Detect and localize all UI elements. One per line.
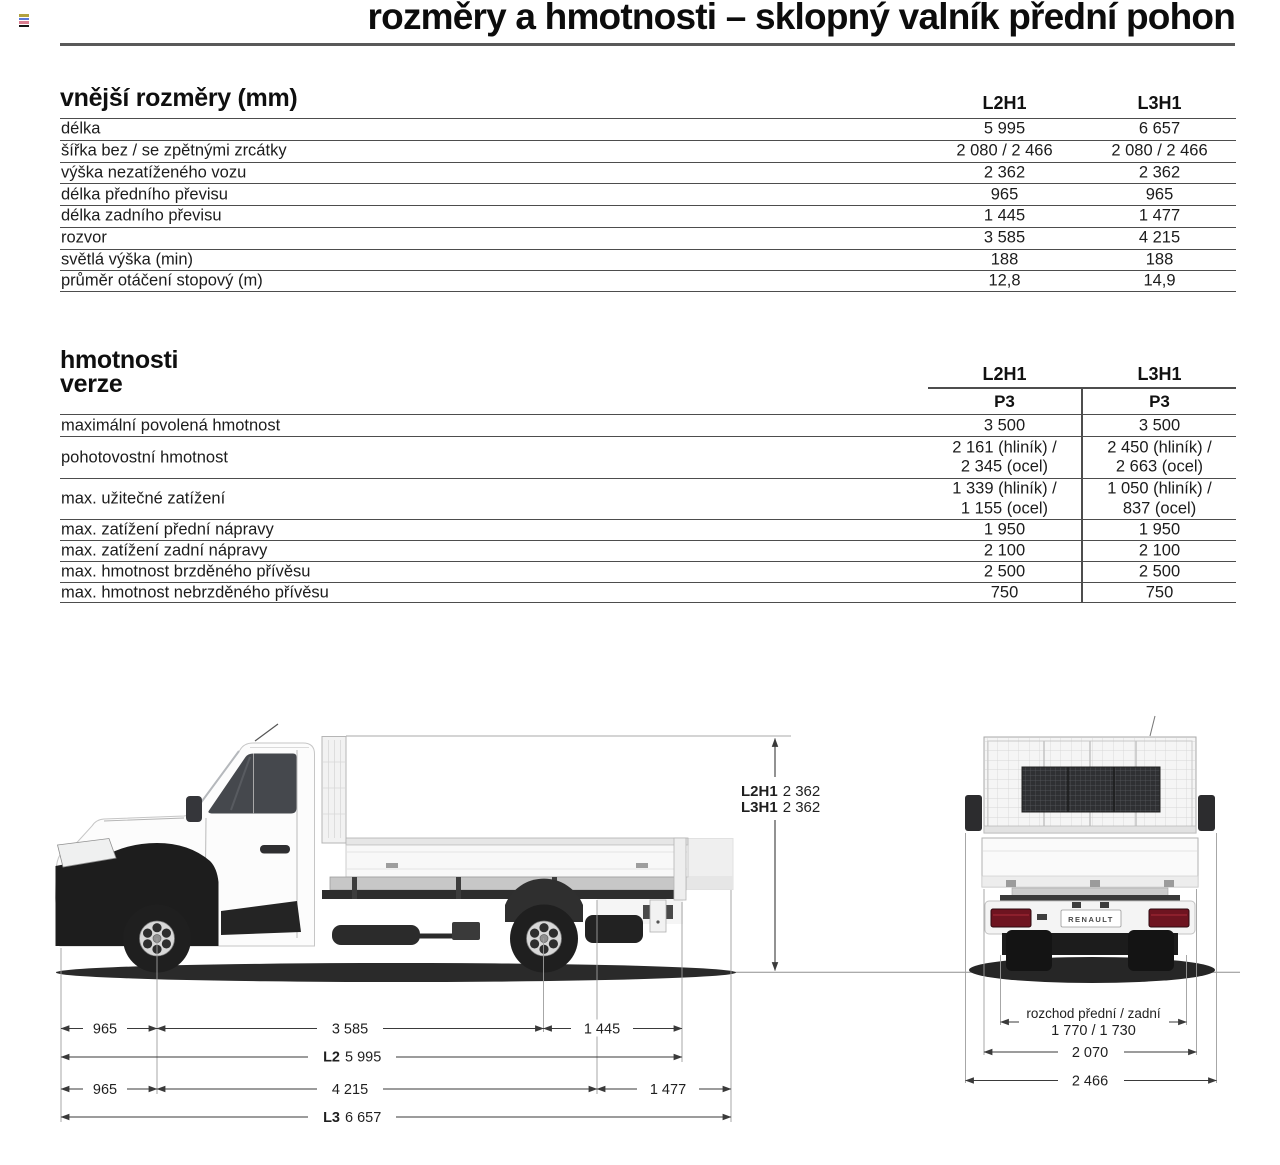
weights-table (60, 348, 1236, 606)
table-row (60, 162, 1236, 184)
row-label: maximální povolená hmotnost (61, 416, 281, 434)
cell-value-l2h1: 750 (990, 582, 1019, 601)
cell-value-l3h1: 1 477 (1138, 206, 1181, 225)
row-label: šířka bez / se zpětnými zrcátky (61, 141, 287, 160)
rear-left-tire (1006, 930, 1052, 971)
total-length-l3-dim: L3 (323, 1110, 340, 1126)
cell-value-l3h1: 750 (1145, 582, 1174, 601)
flatbed-headboard (322, 737, 346, 844)
title-rule (60, 43, 1235, 46)
body-width-dim: 2 070 (1071, 1045, 1109, 1061)
wheelbase-l3-dim: 4 215 (331, 1082, 369, 1098)
table-title-line1: hmotnosti (60, 346, 179, 374)
cell-value-l2h1: 2 080 / 2 466 (956, 141, 1053, 160)
table-row (60, 118, 1236, 140)
wheelbase-l2-dim: 3 585 (331, 1021, 369, 1038)
height-dim-l2h1: L2H1 2 362 (741, 783, 821, 800)
row-label: délka zadního převisu (61, 206, 222, 225)
table-row (60, 183, 1236, 205)
cell-value-l2h1: 12,8 (988, 271, 1021, 290)
track-width-label: rozchod přední / zadní (1026, 1006, 1161, 1021)
column-header-l2h1: L2H1 (982, 93, 1027, 113)
height-dim-l3h1: L3H1 2 362 (741, 799, 821, 816)
cell-value-l3h1: 1 050 (hliník) / 837 (ocel) (1107, 479, 1212, 517)
logo-bar-blue (19, 18, 29, 21)
exterior-dimensions-table (60, 85, 1236, 295)
cell-value-l2h1: 2 161 (hliník) / 2 345 (ocel) (952, 438, 1057, 476)
cell-value-l2h1: 188 (990, 250, 1019, 269)
page-title: rozměry a hmotnosti – sklopný valník přední pohon (367, 0, 1235, 37)
table-row (60, 519, 1236, 540)
cell-value-l2h1: 965 (990, 185, 1019, 204)
rear-dropside (982, 838, 1198, 887)
cell-value-l3h1: 2 500 (1138, 562, 1181, 581)
front-overhang-l3-dim: 965 (92, 1082, 118, 1098)
table-row (60, 270, 1236, 292)
table-row (60, 540, 1236, 561)
row-label: pohotovostní hmotnost (61, 448, 228, 466)
row-label: max. zatížení zadní nápravy (61, 541, 268, 560)
subcolumn-header-p3: P3 (1149, 392, 1170, 411)
cell-value-l3h1: 2 080 / 2 466 (1111, 141, 1208, 160)
front-overhang-l2-dim: 965 (92, 1021, 118, 1038)
side-view-truck-illustration (56, 724, 792, 982)
row-label: rozvor (61, 228, 107, 247)
row-label: průměr otáčení stopový (m) (61, 271, 263, 290)
license-plate-text: RENAULT (1068, 915, 1114, 924)
cab (56, 724, 315, 946)
flatbed-body (322, 838, 688, 945)
cell-value-l3h1: 2 100 (1138, 541, 1181, 560)
logo-bar-black (19, 25, 29, 28)
table-row (60, 140, 1236, 162)
right-taillight (1149, 909, 1189, 927)
cell-value-l3h1: 2 450 (hliník) / 2 663 (ocel) (1107, 438, 1212, 476)
row-label: světlá výška (min) (61, 250, 194, 269)
cell-value-l3h1: 4 215 (1138, 228, 1181, 247)
cell-value-l3h1: 3 500 (1138, 415, 1181, 434)
cell-value-l3h1: 14,9 (1143, 271, 1176, 290)
mirror-width-dim: 2 466 (1071, 1073, 1109, 1090)
table-title (60, 348, 178, 396)
rear-antenna (1150, 716, 1155, 736)
table-title-line2: verze (60, 370, 123, 398)
table-row (60, 561, 1236, 582)
cell-value-l3h1: 965 (1145, 185, 1174, 204)
rear-wheel (510, 905, 578, 973)
rear-overhang-l2-dim: 1 445 (583, 1021, 621, 1038)
table-row (60, 478, 1236, 519)
cell-value-l2h1: 2 362 (983, 163, 1026, 182)
rear-overhang-l3-dim: 1 477 (649, 1082, 687, 1098)
cell-value-l2h1: 1 445 (983, 206, 1026, 225)
track-width-value: 1 770 / 1 730 (1051, 1023, 1136, 1039)
table-row (60, 249, 1236, 271)
rear-right-tire (1128, 930, 1174, 971)
table-row (60, 436, 1236, 478)
logo-bar-yellow (19, 14, 29, 17)
total-length-l3-value: 6 657 (345, 1110, 382, 1126)
total-length-l2-value: 5 995 (345, 1049, 382, 1066)
rear-window-grid (1022, 767, 1160, 812)
column-header-l3h1: L3H1 (1137, 93, 1182, 113)
row-label: max. hmotnost nebrzděného přívěsu (61, 583, 329, 601)
table-title: vnější rozměry (mm) (60, 84, 298, 112)
row-label: délka předního převisu (61, 185, 228, 204)
cell-value-l2h1: 3 500 (983, 415, 1026, 434)
row-label: max. užitečné zatížení (61, 489, 226, 508)
table-row (60, 205, 1236, 227)
cell-value-l2h1: 2 500 (983, 562, 1026, 581)
column-header-l3h1: L3H1 (1137, 364, 1182, 384)
cell-value-l3h1: 188 (1145, 250, 1174, 269)
left-taillight (991, 909, 1031, 927)
table-rows (60, 414, 1236, 603)
row-label: max. zatížení přední nápravy (61, 520, 274, 539)
cell-value-l2h1: 3 585 (983, 228, 1026, 247)
rear-view-shadow (969, 957, 1215, 983)
colored-stripes-logo-icon (19, 14, 29, 28)
row-label: max. hmotnost brzděného přívěsu (61, 562, 311, 581)
cell-value-l3h1: 6 657 (1138, 119, 1181, 138)
subcolumn-header-p3: P3 (994, 392, 1015, 411)
door-handle (260, 845, 290, 854)
rear-mesh-headboard (984, 716, 1196, 833)
row-label: výška nezatíženého vozu (61, 163, 247, 182)
table-row (60, 414, 1236, 436)
logo-bar-pink (19, 21, 29, 24)
cell-value-l3h1: 2 362 (1138, 163, 1181, 182)
total-length-l2-dim: L2 (323, 1049, 340, 1066)
door-mirror (186, 796, 202, 822)
row-label: délka (61, 119, 101, 138)
cell-value-l3h1: 1 950 (1138, 520, 1181, 539)
cell-value-l2h1: 5 995 (983, 119, 1026, 138)
cell-value-l2h1: 1 339 (hliník) / 1 155 (ocel) (952, 479, 1057, 517)
table-row (60, 582, 1236, 603)
technical-drawings (0, 690, 1280, 1165)
right-mirror (1198, 795, 1215, 831)
table-row (60, 227, 1236, 249)
column-header-l2h1: L2H1 (982, 364, 1027, 384)
left-mirror (965, 795, 982, 831)
antenna (255, 724, 278, 741)
table-rows (60, 118, 1236, 292)
cell-value-l2h1: 2 100 (983, 541, 1026, 560)
rear-view-truck-illustration (965, 716, 1215, 983)
cell-value-l2h1: 1 950 (983, 520, 1026, 539)
